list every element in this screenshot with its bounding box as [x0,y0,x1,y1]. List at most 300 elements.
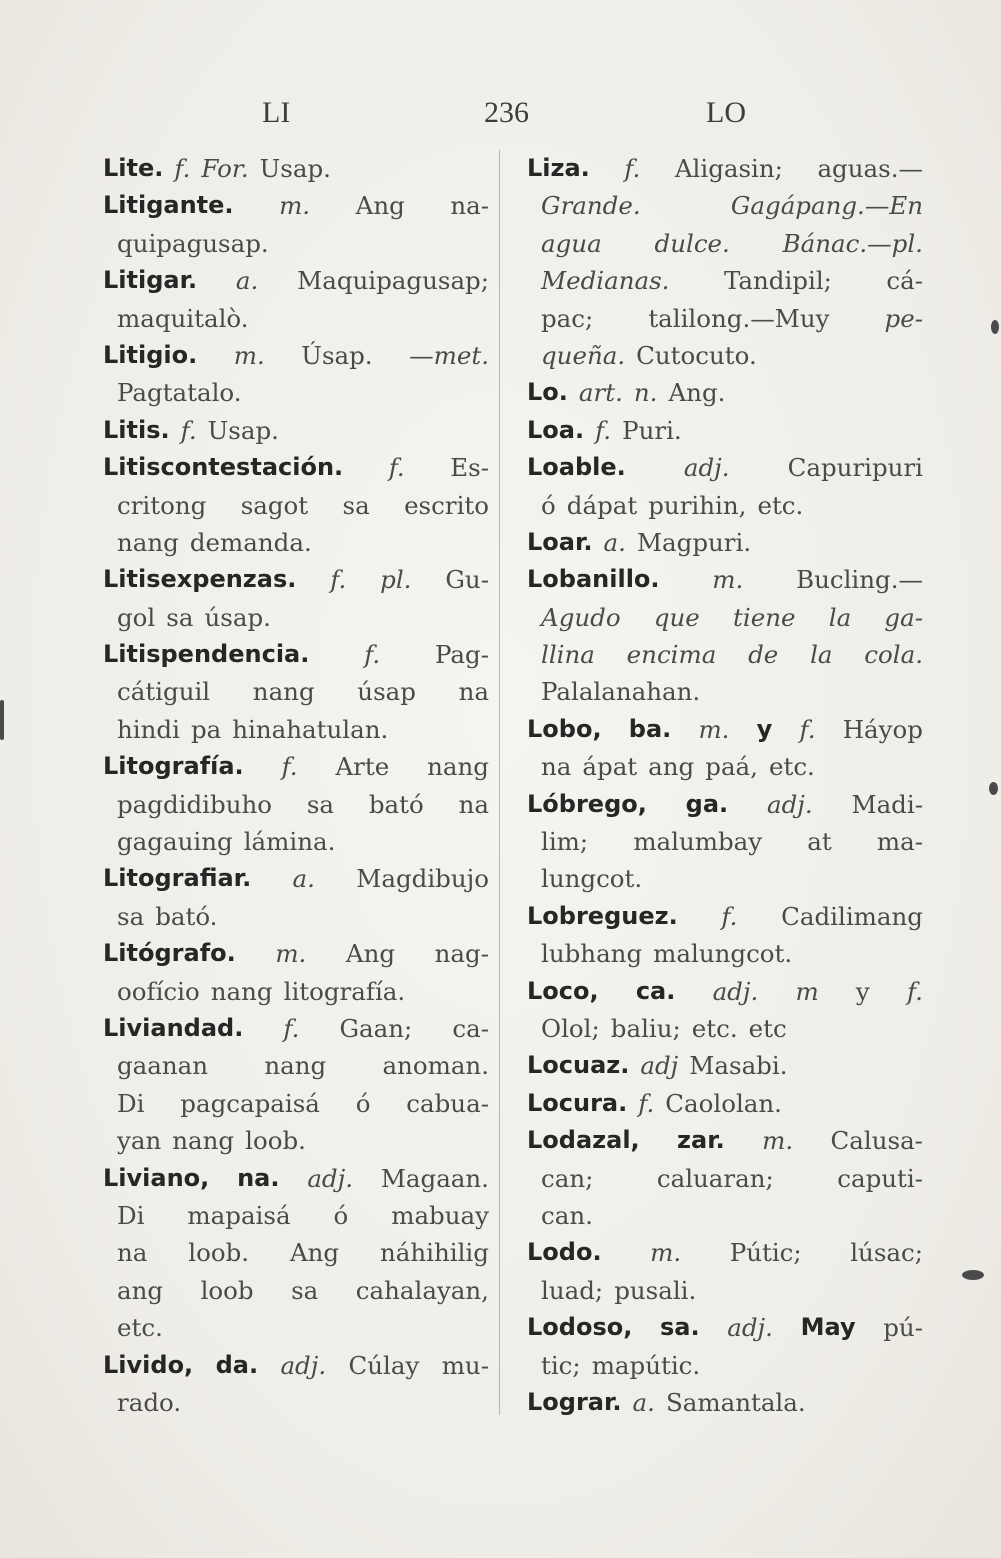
definition-word: Ang [345,939,396,969]
entry-first-line [103,935,489,972]
headword: May [800,1313,856,1342]
entry-continuation-line [103,1234,489,1271]
abbreviation: f. [283,1013,300,1043]
entry-first-line [103,150,489,187]
entry-first-line [527,150,923,187]
abbreviation: f. [721,901,738,931]
headword: Litógrafo. [103,939,236,968]
definition-word: bató. [155,901,218,931]
definition-word: lúsac; [850,1238,923,1268]
entry-lobanillo [527,561,923,711]
running-header [0,96,1001,140]
entry-continuation-line [527,748,923,785]
abbreviation: art. [578,378,623,408]
headword: Livido, [103,1350,194,1379]
definition-word: nang [172,1126,235,1156]
definition-word: Madi- [851,789,923,819]
definition-word: nang [252,677,315,707]
headword: Lobreguez. [527,901,678,930]
definition-word: y [855,976,870,1006]
definition-word: hindi [117,714,180,744]
abbreviation: pl. [380,565,412,595]
entry-first-line [103,1160,489,1197]
right-column [527,150,923,1421]
abbreviation: m. [650,1238,682,1268]
headword: ga. [685,789,729,818]
abbreviation: f. [330,565,347,595]
definition-word: aguas.— [817,154,923,183]
definition-word: úsap. [204,602,271,632]
definition-word: tic; [541,1350,581,1380]
headword: ca. [635,976,676,1005]
definition-word: etc. [691,1013,738,1043]
definition-word: rado. [117,1387,182,1417]
definition-word: Calusa- [830,1126,923,1156]
definition-word: ma- [876,827,923,857]
entry-continuation-line [527,337,923,374]
definition-word: ang [648,752,695,782]
abbreviation: tiene [733,602,796,632]
abbreviation: f. [180,415,197,445]
abbreviation: adj. [712,976,759,1006]
definition-word: talilong.—Muy [648,303,830,333]
entry-first-line [527,1384,923,1421]
definition-word: malumbay [633,827,763,857]
headword: Litis. [103,415,170,444]
headword: Litigante. [103,191,234,220]
entry-continuation-line [103,673,489,710]
entry-continuation-line [103,1309,489,1346]
definition-word: gaanan [117,1051,209,1081]
definition-word: Gu- [445,565,489,595]
definition-word: demanda. [189,527,312,557]
headword: sa. [660,1313,700,1342]
definition-word: na [458,789,489,819]
abbreviation: m [795,976,819,1006]
definition-word: litografía. [283,976,406,1006]
abbreviation: —met. [409,340,489,370]
definition-word: Úsap. [301,340,373,370]
definition-word: caputi- [837,1163,923,1193]
entry-lograr [527,1384,923,1421]
entry-first-line [103,449,489,486]
entry-first-line [527,711,923,748]
entry-litis [103,412,489,449]
entry-continuation-line [527,262,923,299]
definition-word: can; [541,1163,594,1193]
definition-word: Pag- [435,640,489,670]
definition-word: sa [166,602,194,632]
definition-word: Aligasin; [674,154,783,183]
entry-continuation-line [103,1272,489,1309]
definition-word: nang [427,752,489,782]
headword: Lo. [527,378,568,407]
definition-word: náhihilig [379,1238,489,1268]
entry-litografo [103,935,489,1010]
definition-word: cahalayan, [355,1275,489,1305]
entry-liza [527,150,923,374]
abbreviation: f. [624,154,641,183]
entry-continuation-line [103,1085,489,1122]
abbreviation: m. [279,191,311,221]
headword: Loco, [527,976,599,1005]
headword: Locuaz. [527,1051,630,1080]
abbreviation: m. [275,939,307,969]
entry-litispendencia [103,636,489,748]
entry-continuation-line [527,300,923,337]
definition-word: Palalanahan. [541,677,701,707]
entry-loco [527,973,923,1048]
headword: Litisexpenzas. [103,565,297,594]
entry-first-line [527,561,923,598]
entry-continuation-line [527,1197,923,1234]
entry-litigante [103,187,489,262]
definition-word: cátiguil [117,677,211,707]
entry-lite [103,150,489,187]
definition-word: sagot [240,490,309,520]
definition-word: ó [355,1088,371,1118]
definition-word: lubhang [541,939,643,969]
entry-continuation-line [527,225,923,262]
abbreviation: m. [698,714,730,744]
entry-livido [103,1347,489,1422]
entry-lobreguez [527,898,923,973]
definition-word: na [541,752,572,782]
definition-word: Tandipil; [723,266,832,296]
definition-word: ca- [452,1013,489,1043]
entry-litigar [103,262,489,337]
abbreviation: la [828,602,852,632]
abbreviation: a. [632,1387,655,1417]
definition-word: Arte [335,752,390,782]
definition-word: Cadilimang [781,901,923,931]
abbreviation: f. [799,714,816,744]
definition-word: sa [306,789,335,819]
definition-word: pagcapaisá [180,1088,320,1118]
entry-locuaz [527,1047,923,1084]
definition-word: Bucling.— [796,565,923,595]
margin-ink-spot [0,700,4,740]
definition-word: yan [117,1126,162,1156]
headword: Lobanillo. [527,565,660,594]
abbreviation: que [653,602,700,632]
definition-word: etc. [757,490,804,520]
definition-word: Es- [450,453,489,483]
definition-word: hinahatulan. [232,714,389,744]
entry-first-line [527,898,923,935]
definition-word: lámina. [243,827,336,857]
abbreviation: f. [906,976,923,1006]
entry-continuation-line [527,599,923,636]
abbreviation: Bánac.—pl. [782,228,923,258]
entry-first-line [103,1347,489,1384]
abbreviation: f. [388,453,405,483]
definition-word: etc. [768,752,815,782]
abbreviation: a. [235,266,259,296]
abbreviation: m. [712,565,744,595]
abbreviation: adj [640,1051,679,1081]
headword: Liviandad. [103,1013,244,1042]
entry-litografiar [103,860,489,935]
page-number: 236 [484,96,529,129]
definition-word: pú- [883,1313,923,1343]
definition-word: pusali. [614,1275,697,1305]
abbreviation: For. [201,154,249,183]
entry-lodazal [527,1122,923,1234]
definition-word: Cutocuto. [636,340,757,370]
entry-first-line [527,973,923,1010]
header-right-guide-word: LO [706,96,746,129]
entry-continuation-line [103,1384,489,1421]
entry-locura [527,1085,923,1122]
headword: Lóbrego, [527,789,647,818]
abbreviation: ga- [884,602,923,632]
entry-liviandad [103,1010,489,1160]
entry-first-line [103,860,489,897]
definition-word: pagdidibuho [117,789,273,819]
entry-continuation-line [103,1047,489,1084]
definition-word: dápat [566,490,638,520]
margin-ink-spot [962,1270,984,1280]
entry-lodoso [527,1309,923,1384]
definition-word: Magaan. [380,1163,489,1193]
entry-lo [527,374,923,411]
definition-word: anoman. [382,1051,489,1081]
definition-word: paá, [705,752,758,782]
definition-word: na [458,677,489,707]
entry-first-line [527,412,923,449]
entry-lodo [527,1234,923,1309]
definition-word: can. [541,1200,593,1230]
entry-first-line [103,412,489,449]
abbreviation: de [748,640,779,670]
definition-word: ápat [582,752,638,782]
abbreviation: Gagápang.—En [730,191,923,221]
header-left-guide-word: LI [262,96,291,129]
abbreviation: encima [626,640,717,670]
headword: Loa. [527,415,585,444]
definition-word: Ang [355,191,405,221]
entry-first-line [527,1234,923,1271]
abbreviation: adj. [307,1163,353,1193]
abbreviation: dulce. [654,228,730,258]
definition-word: oofício [117,976,200,1006]
definition-word: loob. [245,1126,306,1156]
definition-word: Capuripuri [787,453,923,483]
headword: Lodo. [527,1238,602,1267]
definition-word: loob [200,1275,254,1305]
definition-word: pa [190,714,222,744]
definition-word: nag- [434,939,489,969]
entry-continuation-line [103,1122,489,1159]
headword: Litigio. [103,340,198,369]
abbreviation: adj. [766,789,813,819]
abbreviation: a. [292,864,315,894]
abbreviation: adj. [727,1313,773,1343]
abbreviation: pe- [884,303,923,333]
headword: na. [237,1163,280,1192]
entry-continuation-line [103,711,489,748]
definition-word: Di [117,1200,145,1230]
definition-word: Pagtatalo. [117,378,242,408]
headword: Lite. [103,154,164,182]
definition-word: ó [333,1200,349,1230]
margin-ink-spot [989,782,998,795]
margin-ink-spot [991,320,999,334]
entry-litografia [103,748,489,860]
definition-word: escrito [404,490,489,520]
entry-continuation-line [527,1010,923,1047]
entry-first-line [103,1010,489,1047]
headword: y [756,714,773,743]
entry-continuation-line [103,973,489,1010]
definition-word: baliu; [610,1013,681,1043]
abbreviation: m. [233,340,265,370]
definition-word: nang [117,527,179,557]
headword: zar. [677,1126,725,1155]
definition-word: mu- [441,1350,489,1380]
definition-word: caluaran; [656,1163,774,1193]
headword: Litografiar. [103,864,252,893]
abbreviation: queña. [541,340,626,370]
abbreviation: f. [638,1088,655,1118]
entry-first-line [527,1085,923,1122]
abbreviation: n. [633,378,658,408]
headword: Litiscontestación. [103,453,344,482]
definition-word: malungcot. [653,939,793,969]
definition-word: Pútic; [729,1238,802,1268]
entry-liviano [103,1160,489,1347]
headword: Lodazal, [527,1126,640,1155]
definition-word: Olol; [541,1013,600,1043]
abbreviation: f. [281,752,298,782]
headword: Locura. [527,1088,628,1117]
definition-word: maquitalò. [117,303,249,333]
entry-continuation-line [527,860,923,897]
definition-word: purihin, [648,490,747,520]
abbreviation: adj. [280,1350,327,1380]
abbreviation: Agudo [541,602,621,632]
definition-word: sa [342,490,370,520]
headword: Loable. [527,453,626,482]
entry-continuation-line [527,1160,923,1197]
entry-first-line [527,524,923,561]
entry-continuation-line [527,1272,923,1309]
entry-lobrego [527,786,923,898]
definition-word: Masabi. [689,1051,788,1081]
abbreviation: cola. [864,640,923,670]
entry-continuation-line [527,1347,923,1384]
entry-loar [527,524,923,561]
entry-first-line [103,748,489,785]
abbreviation: agua [541,228,602,258]
entry-continuation-line [103,300,489,337]
headword: Litografía. [103,752,244,781]
entry-continuation-line [103,1197,489,1234]
definition-word: gol [117,602,156,632]
entry-first-line [527,374,923,411]
entry-first-line [103,262,489,299]
definition-word: cá- [886,266,923,296]
definition-word: Ang [289,1238,340,1268]
definition-word: Usap. [259,154,331,183]
definition-word: Magpuri. [636,527,752,557]
definition-word: Di [117,1088,145,1118]
entry-litiscontestacion [103,449,489,561]
abbreviation: Grande. [541,191,641,221]
entry-loa [527,412,923,449]
headword: Lograr. [527,1387,622,1416]
definition-word: nang [210,976,273,1006]
definition-word: etc. [117,1313,163,1343]
definition-word: lungcot. [541,864,643,894]
definition-word: mabuay [391,1200,489,1230]
headword: Liza. [527,154,590,182]
abbreviation: a. [603,527,626,557]
definition-word: bató [368,789,424,819]
headword: Loar. [527,527,593,556]
entry-loable [527,449,923,524]
entry-continuation-line [527,935,923,972]
entry-first-line [103,561,489,598]
definition-word: Caololan. [665,1088,782,1118]
entry-continuation-line [527,823,923,860]
entry-continuation-line [527,636,923,673]
abbreviation: la [810,640,833,670]
entry-first-line [527,786,923,823]
definition-word: at [807,827,832,857]
definition-word: ó [541,490,556,520]
entry-continuation-line [527,673,923,710]
entry-first-line [527,1309,923,1346]
definition-word: Háyop [842,714,923,744]
abbreviation: f. [364,640,381,670]
definition-word: Maquipagusap; [297,266,489,296]
headword: Litigar. [103,266,198,295]
definition-word: luad; [541,1275,604,1305]
entry-continuation-line [527,487,923,524]
entry-litigio [103,337,489,412]
entry-continuation-line [527,187,923,224]
definition-word: cabua- [406,1088,489,1118]
headword: da. [215,1350,259,1379]
entry-continuation-line [103,786,489,823]
entry-continuation-line [103,823,489,860]
definition-word: Ang. [668,378,726,408]
definition-word: lim; [541,827,589,857]
abbreviation: adj. [683,453,730,483]
definition-word: critong [117,490,207,520]
entry-continuation-line [103,599,489,636]
definition-word: Magdibujo [356,864,489,894]
definition-word: Cúlay [348,1350,420,1380]
headword: ba. [628,714,672,743]
definition-word: loob. [188,1238,250,1268]
entry-continuation-line [103,487,489,524]
entry-first-line [527,1047,923,1084]
entry-continuation-line [103,898,489,935]
definition-word: Gaan; [339,1013,413,1043]
abbreviation: llina [541,640,595,670]
entry-first-line [103,337,489,374]
definition-word: mapútic. [591,1350,701,1380]
definition-word: úsap [357,677,416,707]
left-column [103,150,489,1421]
definition-word: na- [450,191,489,221]
entry-continuation-line [103,225,489,262]
definition-word: etc [748,1013,787,1043]
headword: Liviano, [103,1163,210,1192]
